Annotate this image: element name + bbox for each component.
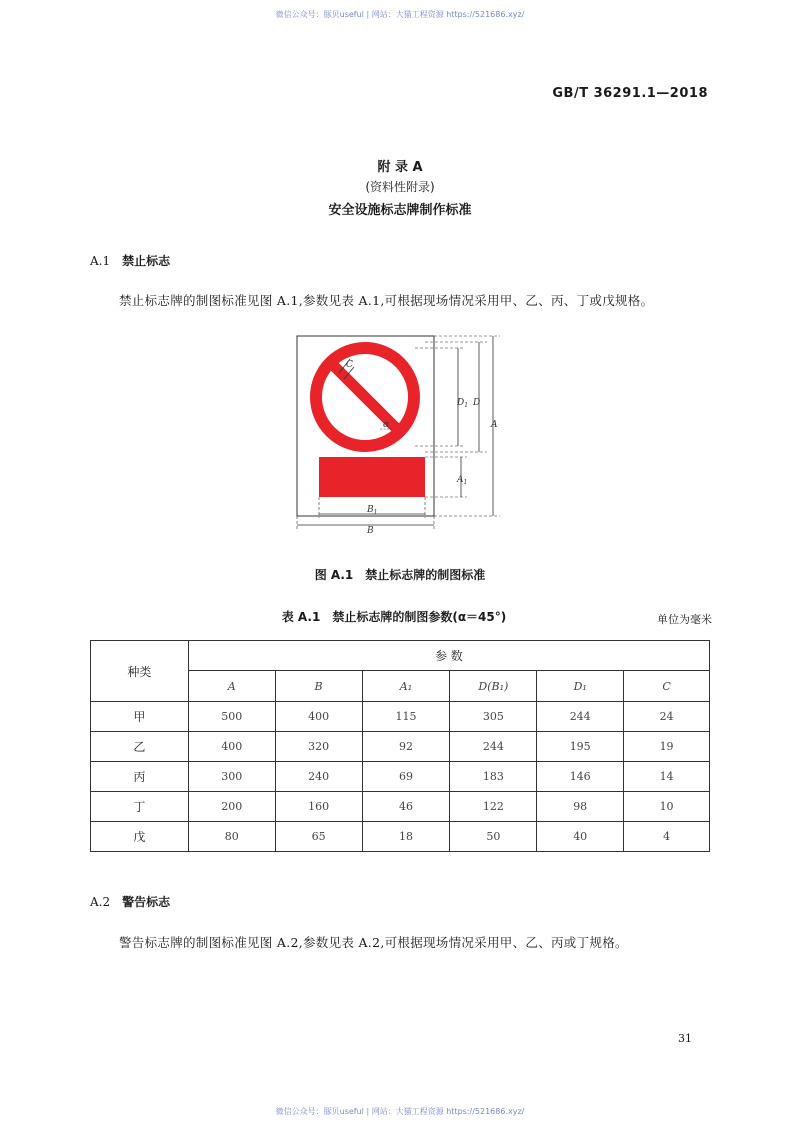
appendix-heading: 安全设施标志牌制作标准	[328, 203, 472, 218]
standard-number: GB/T 36291.1—2018	[552, 86, 708, 101]
table-cell: 98	[537, 792, 624, 822]
table-cell: 18	[362, 822, 450, 852]
table-cell: 122	[450, 792, 537, 822]
table-cell: 50	[450, 822, 537, 852]
watermark-top: 微信公众号：豚贝useful | 网站：大猫工程资源 https://521686.xyz/	[275, 10, 525, 19]
table-cell: 195	[537, 732, 624, 762]
watermark-bottom: 微信公众号：豚贝useful | 网站：大猫工程资源 https://521686.xyz/	[275, 1107, 525, 1116]
table-row	[91, 822, 710, 852]
column-header: D(B₁)	[450, 671, 537, 702]
appendix-title: 附 录 A	[377, 160, 423, 175]
table-cell: 80	[188, 822, 275, 852]
section-number: A.1	[90, 254, 111, 268]
table-cell: 69	[362, 762, 450, 792]
label-a: A	[491, 420, 498, 430]
row-kind: 丁	[91, 792, 189, 822]
table-unit: 单位为毫米	[657, 613, 712, 626]
column-header: B	[275, 671, 362, 702]
table-cell: 14	[624, 762, 710, 792]
label-c: C	[346, 360, 353, 370]
table-row	[91, 732, 710, 762]
table-cell: 146	[537, 762, 624, 792]
table-row	[91, 792, 710, 822]
prohibition-sign-diagram	[295, 335, 505, 535]
table-cell: 65	[275, 822, 362, 852]
table-cell: 24	[624, 702, 710, 732]
column-header: D₁	[537, 671, 624, 702]
header-kind: 种类	[91, 641, 189, 702]
section-a2-paragraph: 警告标志牌的制图标准见图 A.2,参数见表 A.2,可根据现场情况采用甲、乙、丙或丁规格。	[119, 935, 628, 950]
table-cell: 240	[275, 762, 362, 792]
row-kind: 甲	[91, 702, 189, 732]
appendix-subtitle: (资料性附录)	[365, 180, 435, 194]
section-title: 禁止标志	[122, 254, 171, 268]
row-kind: 戊	[91, 822, 189, 852]
table-cell: 19	[624, 732, 710, 762]
table-cell: 320	[275, 732, 362, 762]
section-number: A.2	[90, 895, 111, 909]
label-alpha: α	[383, 420, 390, 430]
column-header: C	[624, 671, 710, 702]
table-row	[91, 702, 710, 732]
table-row	[91, 762, 710, 792]
section-a1-paragraph: 禁止标志牌的制图标准见图 A.1,参数见表 A.1,可根据现场情况采用甲、乙、丙、丁或戊规格。	[119, 293, 654, 308]
table-cell: 244	[537, 702, 624, 732]
table-cell: 40	[537, 822, 624, 852]
table-cell: 244	[450, 732, 537, 762]
label-d1: $D_1$	[457, 398, 469, 409]
table-cell: 300	[188, 762, 275, 792]
table-caption: 表 A.1 禁止标志牌的制图参数(α＝45°)	[281, 610, 507, 624]
table-cell: 400	[188, 732, 275, 762]
column-header: A	[188, 671, 275, 702]
text-bar	[319, 457, 425, 497]
parameter-table	[90, 640, 710, 852]
section-a1-heading	[90, 252, 170, 269]
section-a2-heading	[90, 893, 170, 910]
table-cell: 10	[624, 792, 710, 822]
table-cell: 160	[275, 792, 362, 822]
table-cell: 500	[188, 702, 275, 732]
section-title: 警告标志	[122, 895, 171, 909]
table-cell: 200	[188, 792, 275, 822]
label-b1: $B_1$	[367, 505, 378, 516]
figure-caption: 图 A.1 禁止标志牌的制图标准	[314, 568, 486, 582]
table-cell: 115	[362, 702, 450, 732]
label-a1: $A_1$	[457, 475, 468, 486]
prohibition-slash	[330, 362, 400, 432]
table-cell: 183	[450, 762, 537, 792]
table-cell: 400	[275, 702, 362, 732]
table-cell: 305	[450, 702, 537, 732]
row-kind: 乙	[91, 732, 189, 762]
label-d: D	[473, 398, 481, 408]
table-cell: 92	[362, 732, 450, 762]
table-cell: 4	[624, 822, 710, 852]
table-cell: 46	[362, 792, 450, 822]
page-number: 31	[678, 1032, 692, 1045]
row-kind: 丙	[91, 762, 189, 792]
header-group: 参 数	[188, 641, 709, 671]
column-header: A₁	[362, 671, 450, 702]
label-b: B	[367, 526, 374, 535]
